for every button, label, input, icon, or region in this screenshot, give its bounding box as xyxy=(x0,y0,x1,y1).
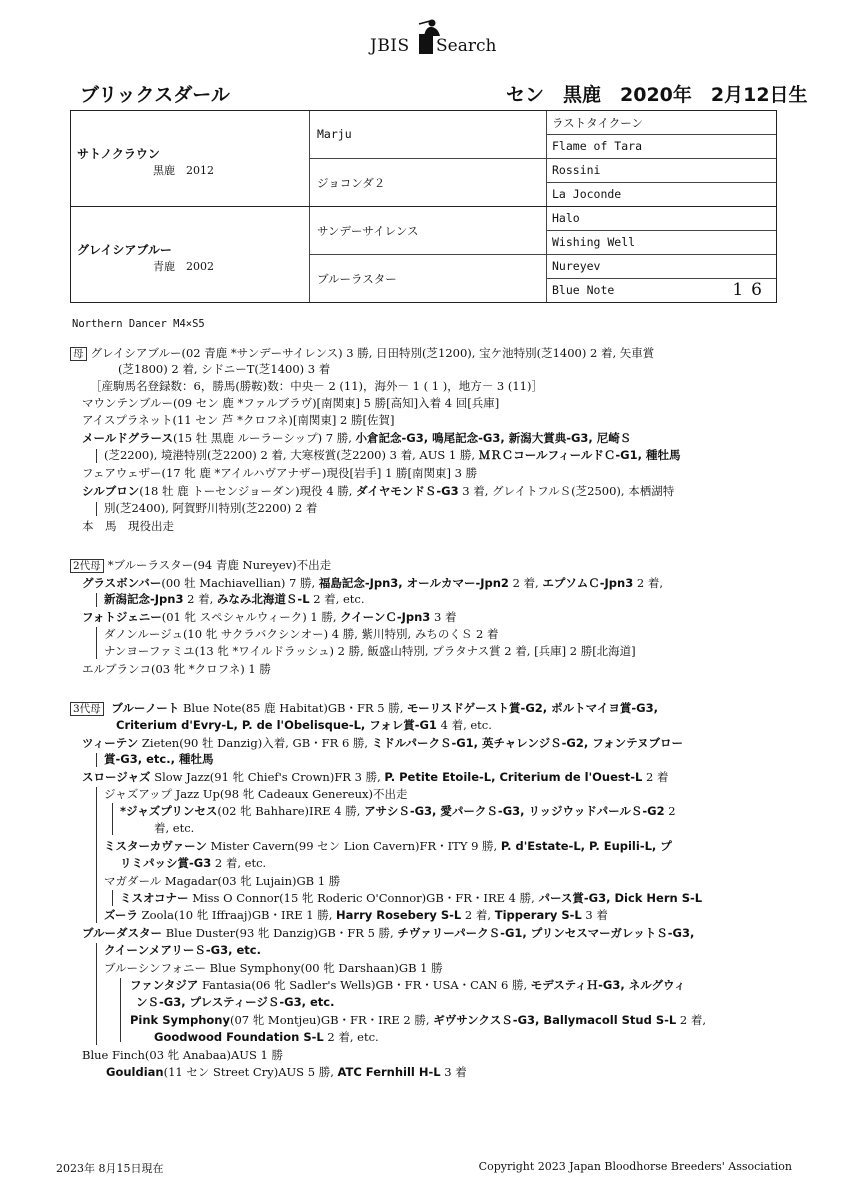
list-item: Gouldian(11 セン Street Cry)AUS 5 勝, ATC Fernhill H-L 3 着 xyxy=(106,1065,467,1079)
third-dam-line: 3代母 ブルーノート Blue Note(85 鹿 Habitat)GB・FR 5 勝, モーリスドゲースト賞-G2, ポルトマイヨ賞-G3, xyxy=(70,700,658,716)
list-item: シルブロン(18 牡 鹿 トーセンジョーダン)現役 4 勝, ダイヤモンドＳ-G3 3 着, グレイトフルＳ(芝2500), 本栖湖特 xyxy=(82,484,675,498)
list-item: ズーラ Zoola(10 牝 Iffraaj)GB・IRE 1 勝, Harry Rosebery S-L 2 着, Tipperary S-L 3 着 xyxy=(104,908,608,922)
list-item: ファンタジア Fantasia(06 牝 Sadler's Wells)GB・FR・USA・CAN 6 勝, モデスティＨ-G3, ネルグウィ xyxy=(130,978,686,992)
ped-g3-1: ラストタイクーン xyxy=(552,116,643,130)
logo-search-text: Search xyxy=(436,36,497,56)
list-item: メールドグラース(15 牡 黒鹿 ルーラーシップ) 7 勝, 小倉記念-G3, 鳴尾記念-G3, 新潟大賞典-G3, 尼崎Ｓ xyxy=(82,431,632,445)
pedigree-table xyxy=(70,110,777,303)
ped-g2-4: ブルーラスター xyxy=(317,272,397,286)
list-item: アイスプラネット(11 セン 芦 *クロフネ)[南関東] 2 勝[佐賀] xyxy=(82,413,395,427)
ped-g2-2: ジョコンダ２ xyxy=(317,176,386,190)
footer-copyright: Copyright 2023 Japan Bloodhorse Breeders' Association xyxy=(478,1160,792,1173)
logo-jbis-text: JBIS xyxy=(370,36,410,56)
list-item: フォトジェニー(01 牝 スペシャルウィーク) 1 勝, クイーンＣ-Jpn3 3 着 xyxy=(82,610,457,624)
list-item: Blue Finch(03 牝 Anabaa)AUS 1 勝 xyxy=(82,1048,283,1062)
list-item: ブルーダスター Blue Duster(93 牝 Danzig)GB・FR 5 勝, チヴァリーパークＳ-G1, プリンセスマーガレットＳ-G3, xyxy=(82,926,695,940)
sire-cell xyxy=(77,145,214,178)
list-item: ジャズアップ Jazz Up(98 牝 Cadeaux Genereux)不出走 xyxy=(104,787,408,801)
dam-detail: 青鹿 2002 xyxy=(153,260,214,273)
dam-tag: 母 xyxy=(70,347,87,361)
ped-g3-7: Nureyev xyxy=(552,259,601,273)
ped-g2-1: Marju xyxy=(317,127,352,141)
second-dam-tag: 2代母 xyxy=(70,559,104,573)
horse-info: セン 黒鹿 2020年 2月12日生 xyxy=(506,84,808,106)
logo-box-icon xyxy=(419,34,433,54)
list-item: ツィーテン Zieten(90 牡 Danzig)入着, GB・FR 6 勝, ミドルパークＳ-G1, 英チャレンジＳ-G2, フォンテヌブロー xyxy=(82,736,684,750)
list-item-cont: 賞-G3, etc., 種牡馬 xyxy=(104,752,214,766)
list-item: ブルーシンフォニー Blue Symphony(00 牝 Darshaan)GB 1 勝 xyxy=(104,961,443,975)
list-item: ダノンルージュ(10 牝 サクラバクシンオー) 4 勝, 紫川特別, みちのくＳ 2 着 xyxy=(104,627,499,641)
ped-g3-5: Halo xyxy=(552,211,580,225)
list-item: スロージャズ Slow Jazz(91 牝 Chief's Crown)FR 3 勝, P. Petite Etoile-L, Criterium de l'Ouest-L 2 着 xyxy=(82,770,669,784)
list-item-cont: クイーンメアリーＳ-G3, etc. xyxy=(104,943,261,957)
list-item: Pink Symphony(07 牝 Montjeu)GB・FR・IRE 2 勝, ギヴサンクスＳ-G3, Ballymacoll Stud S-L 2 着, xyxy=(130,1013,707,1027)
list-item: ナンヨーファミユ(13 牝 *ワイルドラッシュ) 2 勝, 飯盛山特別, プラタナス賞 2 着, [兵庫] 2 勝[北海道] xyxy=(104,644,636,658)
list-item: ミスオコナー Miss O Connor(15 牝 Roderic O'Connor)GB・FR・IRE 4 勝, パース賞-G3, Dick Hern S-L xyxy=(120,891,703,905)
this-horse-line: 本 馬 現役出走 xyxy=(82,519,174,533)
dam-line-cont: (芝1800) 2 着, シドニーT(芝1400) 3 着 xyxy=(118,362,331,376)
list-item: ミスターカヴァーン Mister Cavern(99 セン Lion Cavern)FR・ITY 9 勝, P. d'Estate-L, P. Eupili-L, プ xyxy=(104,839,672,853)
list-item-cont: 別(芝2400), 阿賀野川特別(芝2200) 2 着 xyxy=(104,501,318,515)
inbreeding-note: Northern Dancer M4×S5 xyxy=(72,318,205,330)
ped-g3-6: Wishing Well xyxy=(552,235,636,249)
list-item-cont: 新潟記念-Jpn3 2 着, みなみ北海道Ｓ-L 2 着, etc. xyxy=(104,592,365,606)
footer-date: 2023年 8月15日現在 xyxy=(56,1162,164,1175)
list-item: フェアウェザー(17 牝 鹿 *アイルハヴアナザー)現役[岩手] 1 勝[南関東] 3 勝 xyxy=(82,466,478,480)
sire-name: サトノクラウン xyxy=(77,147,160,161)
list-item-cont: (芝2200), 境港特別(芝2200) 2 着, 大寒桜賞(芝2200) 3 着, AUS 1 勝, ＭＲＣコールフィールドＣ-G1, 種牡馬 xyxy=(104,448,681,462)
ped-g3-2: Flame of Tara xyxy=(552,139,643,153)
list-item: マガダール Magadar(03 牝 Lujain)GB 1 勝 xyxy=(104,874,341,888)
third-dam-tag: 3代母 xyxy=(70,702,104,716)
second-dam-line: 2代母 *ブルーラスター(94 青鹿 Nureyev)不出走 xyxy=(70,557,331,573)
jbis-search-logo[interactable] xyxy=(366,14,496,58)
dam-line: 母 グレイシアブルー(02 青鹿 *サンデーサイレンス) 3 勝, 日田特別(芝1200), 宝ケ池特別(芝1400) 2 着, 矢車賞 xyxy=(70,345,654,361)
dam-cell xyxy=(77,241,214,274)
dam-name: グレイシアブルー xyxy=(77,243,172,257)
list-item: エルブランコ(03 牝 *クロフネ) 1 勝 xyxy=(82,662,271,676)
produce-summary: ［産駒馬名登録数：6，勝馬(勝鞍)数：中央－ 2 (11)，海外－ 1 ( 1 )，地方－ 3 (11)］ xyxy=(90,379,543,393)
list-item-cont: リミパッシ賞-G3 2 着, etc. xyxy=(120,856,267,870)
list-item: *ジャズプリンセス(02 牝 Bahhare)IRE 4 勝, アサシＳ-G3, 愛パークＳ-G3, リッジウッドパールＳ-G2 2 xyxy=(120,804,676,818)
page-count: 16 xyxy=(732,280,770,300)
sire-detail: 黒鹿 2012 xyxy=(153,164,214,177)
ped-g3-8: Blue Note xyxy=(552,283,615,297)
third-dam-line-cont: Criterium d'Evry-L, P. de l'Obelisque-L, フォレ賞-G1 4 着, etc. xyxy=(116,718,492,732)
ped-g3-3: Rossini xyxy=(552,163,601,177)
list-item: マウンテンブルー(09 セン 鹿 *ファルブラヴ)[南関東] 5 勝[高知]入着 4 回[兵庫] xyxy=(82,396,500,410)
ped-g3-4: La Joconde xyxy=(552,187,622,201)
list-item-cont: ンＳ-G3, プレスティージＳ-G3, etc. xyxy=(136,995,335,1009)
list-item-cont: Goodwood Foundation S-L 2 着, etc. xyxy=(154,1030,379,1044)
horse-name: ブリックスダール xyxy=(80,84,230,106)
list-item-cont: 着, etc. xyxy=(154,821,195,835)
ped-g2-3: サンデーサイレンス xyxy=(317,224,419,238)
list-item: グラスボンバー(00 牡 Machiavellian) 7 勝, 福島記念-Jpn3, オールカマー-Jpn2 2 着, エプソムＣ-Jpn3 2 着, xyxy=(82,576,664,590)
